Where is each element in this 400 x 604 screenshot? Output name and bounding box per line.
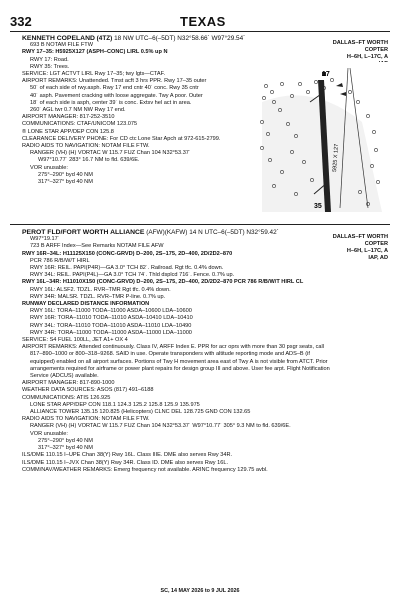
kenneth-line: 693 B NOTAM FILE FTW [30, 42, 93, 49]
perot-line: 817–890–1000 or 800–318–9268. SAID in use. Operate transponders with altitude reporting mode and ADS–B (if [30, 351, 310, 358]
kenneth-line: AIRPORT REMARKS: Unattended. Tmst acft 3 hrs PPR. Rwy 17–35 outer [22, 78, 207, 85]
kenneth-line: ® LONE STAR APP/DEP CON 125.8 [22, 128, 114, 135]
perot-line: RUNWAY DECLARED DISTANCE INFORMATION [22, 301, 150, 308]
perot-line: 317°–327° byd 40 NM [38, 445, 93, 452]
perot-line: RWY 34R: TORA–11000 TODA–11000 ASDA–11000 LDA–11000 [30, 329, 192, 336]
perot-line: 275°–290° byd 40 NM [38, 437, 93, 444]
perot-line: RWY 16L–34R: H11010X150 (CONC-GRVD) D–200, 2S–175, 2D–400, 2D/2D2–870 PCR 786 R/B/W/T HIRL CL [22, 279, 304, 286]
kenneth-line: 260´ AGL twr 0.7 NM NW Rwy 17 end. [30, 107, 126, 114]
kenneth-airport-name: KENNETH COPELAND [22, 35, 95, 42]
page-number: 332 [10, 14, 32, 29]
perot-line: RWY 16R: TORA–11010 TODA–11010 ASDA–10410 LDA–10410 [30, 315, 193, 322]
kenneth-line: RWY 35: Trees. [30, 63, 70, 70]
perot-line: COMM/NAV/WEATHER REMARKS: Emerg frequency not available. ARINC frequency 129.75 avbl. [22, 466, 268, 473]
runway-35-label: 35 [314, 203, 322, 210]
kenneth-chart-ref: COPTER [364, 47, 388, 53]
header-rule [10, 31, 390, 32]
runway-17-label: 17 [322, 71, 330, 78]
kenneth-line: COMMUNICATIONS: CTAF/UNICOM 123.075 [22, 121, 138, 128]
kenneth-chart-ref: DALLAS–FT WORTH [332, 40, 388, 46]
perot-line: PCR 786 R/B/W/T HIRL [30, 257, 90, 264]
perot-line: SERVICE: S4 FUEL 100LL, JET A1+ OX 4 [22, 337, 128, 344]
perot-chart-ref: H–6H, L–17C, A [346, 248, 388, 254]
perot-line: 723 B ARFF Index—See Remarks NOTAM FILE AFW [30, 243, 164, 250]
perot-chart-ref: COPTER [364, 241, 388, 247]
perot-line: ILS/DME 110.15 I–JVX Chan 38(Y) Rwy 34R. Class ID. DME also serves Rwy 16L. [22, 459, 229, 466]
perot-line: LONE STAR APP/DEP CON 118.1 124.3 125.2 125.8 125.9 135.975 [30, 401, 200, 408]
kenneth-line: W97°10.77´ 283° 16.7 NM to fld. 639/6E. [38, 157, 140, 164]
kenneth-airport-location: 18 NW UTC–6(–5DT) N32°58.66´ W97°29.54´ [114, 35, 246, 42]
kenneth-chart-ref: H–6H, L–17C, A [346, 54, 388, 60]
perot-line: RWY 16R–34L: H11125X150 (CONC-GRVD) D–200, 2S–175, 2D–400, 2D/2D2–870 [22, 250, 233, 257]
perot-line: RWY 34R: MALSR. TDZL. RVR–TMR P-line. 0.7% up. [30, 293, 166, 300]
page-header [10, 14, 390, 28]
perot-line: RWY 16L: TORA–11000 TODA–11000 ASDA–10600 LDA–10600 [30, 308, 192, 315]
kenneth-line: SERVICE: LGT ACTVT LIRL Rwy 17–35; twy lgts—CTAF. [22, 71, 165, 78]
perot-field-entry [22, 229, 388, 474]
section-rule [10, 224, 390, 225]
perot-line: Service (ADCUS) available. [30, 373, 99, 380]
kenneth-line: RWY 17: Road. [30, 56, 69, 63]
perot-remarks [22, 236, 388, 474]
kenneth-line: 40´ asph. Pavement cracking with loose aggregate. Twy A poor. Outer [30, 92, 203, 99]
perot-line: VOR unusable: [30, 430, 68, 437]
kenneth-line: RANGER (VH) (H) VORTAC W 115.7 FUZ Chan 104 N32°53.37´ [30, 150, 191, 157]
perot-line: RANGER (VH) (H) VORTAC W 115.7 FUZ Chan 104 N32°53.37´ W97°10.77´ 305° 9.3 NM to fld. 639/6E. [30, 423, 291, 430]
kenneth-line: 18´ of each side is asph, center 39´ is conc. Extsv hel act in area. [30, 99, 192, 106]
perot-line: RWY 34L: REIL. PAPI(P4L)—GA 3.0° TCH 74´. Thld dsplcd 716´. Fence. 0.7% up. [30, 272, 235, 279]
kenneth-line: RWY 17–35: H5925X127 (ASPH–CONC) LIRL 0.5% up N [22, 49, 168, 56]
page-footer: SC, 14 MAY 2026 to 9 JUL 2026 [160, 588, 240, 594]
kenneth-line: RADIO AIDS TO NAVIGATION: NOTAM FILE FTW. [22, 143, 150, 150]
perot-airport-name: PEROT FLD/FORT WORTH ALLIANCE [22, 229, 145, 236]
kenneth-line: CLEARANCE DELIVERY PHONE: For CD ctc Lone Star Apch at 972-615-2799. [22, 135, 221, 142]
kenneth-airport-diagram [252, 62, 388, 214]
perot-line: W97°19.17´ [30, 236, 60, 243]
perot-chart-ref: DALLAS–FT WORTH [332, 234, 388, 240]
kenneth-airport-ident: (4TZ) [96, 35, 113, 42]
perot-line: ALLIANCE TOWER 135.15 120.825 (Helicopters) CLNC DEL 128.725 GND CON 132.65 [30, 409, 251, 416]
perot-line: AIRPORT MANAGER: 817-890-1000 [22, 380, 115, 387]
perot-line: arrangements required for airframe or power plant repairs for design group III and above. User fee arpt. Flight Notification [30, 365, 330, 372]
perot-line: equipped) enabled on all airport surfaces. Portions of Twy H movement area east of Twy A is not visible from ATCT. Prior [30, 358, 328, 365]
perot-line: RWY 16R: REIL. PAPI(P4R)—GA 3.0° TCH 82´. Railroad. Rgt tfc. 0.4% down. [30, 265, 224, 272]
perot-chart-ref: IAP, AD [368, 255, 388, 261]
perot-line: RWY 34L: TORA–11010 TODA–11010 ASDA–11010 LDA–10490 [30, 322, 192, 329]
kenneth-line: 317°–327° byd 40 NM [38, 179, 93, 186]
runway-dimensions-label: 5925 X 127 [332, 143, 340, 173]
perot-chart-refs [333, 234, 388, 262]
perot-line: RWY 16L: ALSF2. TDZL. RVR–TMR Rgt tfc. 0.4% down. [30, 286, 171, 293]
perot-line: RADIO AIDS TO NAVIGATION: NOTAM FILE FTW. [22, 416, 150, 423]
kenneth-line: 50´ of each side of rwy.asph. Rwy 17 end cntr 40´ conc. Rwy 35 cntr [30, 85, 199, 92]
perot-line: ILS/DME 110.15 I–UPE Chan 38(Y) Rwy 16L. Class IIIE. DME also serves Rwy 34R. [22, 452, 233, 459]
perot-line: WEATHER DATA SOURCES: ASOS (817) 491–6188 [22, 387, 154, 394]
perot-line: AIRPORT REMARKS: Attended continuously. Class IV, ARFF Index E. PPR for acr oprs with more than 30 psgr seats, call [22, 344, 324, 351]
state-title: TEXAS [180, 14, 226, 29]
perot-airport-location: (AFW)(KAFW) 14 N UTC–6(–5DT) N32°59.42´ [146, 229, 279, 236]
kenneth-line: VOR unusable: [30, 164, 68, 171]
kenneth-line: 275°–290° byd 40 NM [38, 171, 93, 178]
perot-line: COMMUNICATIONS: ATIS 126.925 [22, 394, 111, 401]
kenneth-line: AIRPORT MANAGER: 817-252-3510 [22, 114, 115, 121]
